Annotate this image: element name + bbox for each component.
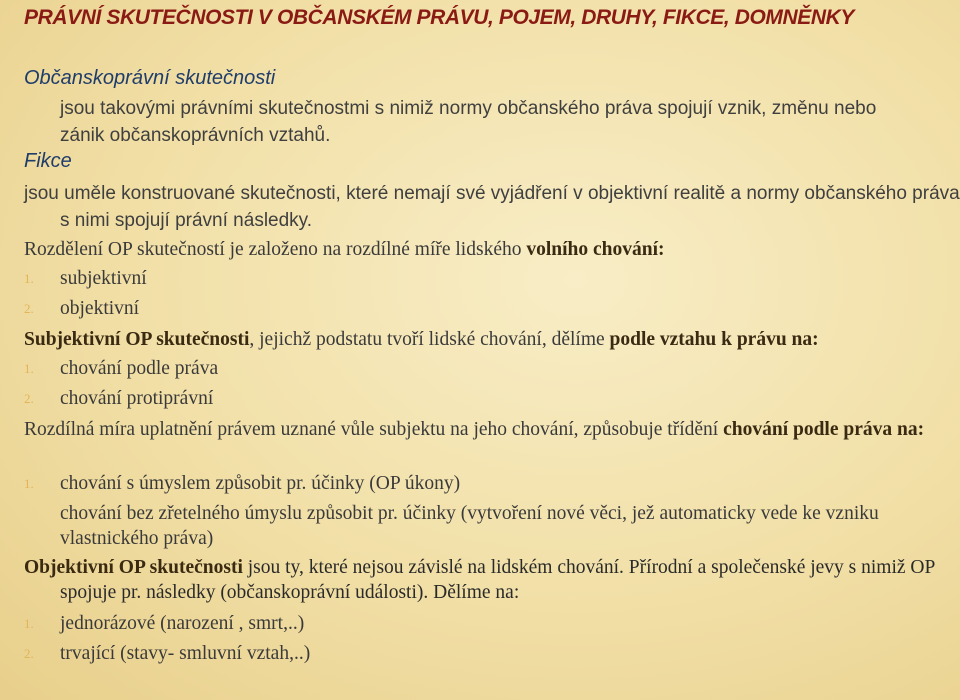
will-paragraph: Rozdílná míra uplatnění právem uznané vůle subjektu na jeho chování, způsobuje třídění chování podle práva na:: [24, 419, 925, 440]
list-item: 1. chování podle práva: [24, 358, 219, 379]
subjective-paragraph: Subjektivní OP skutečnosti, jejichž podstatu tvoří lidské chování, dělíme podle vztahu k právu na:: [24, 329, 819, 350]
list-item: 2. objektivní: [24, 298, 140, 319]
division-paragraph: Rozdělení OP skutečností je založeno na rozdílné míře lidského volního chování:: [24, 239, 665, 260]
list-item: chování bez zřetelného úmyslu způsobit pr. účinky (vytvoření nové věci, jež automaticky vede ke vzniku vlastnického práva): [60, 503, 879, 549]
heading-obcanskopravni-skutecnosti: Občanskoprávní skutečnosti: [24, 67, 276, 89]
list-item: 2. trvající (stavy- smluvní vztah,..): [24, 643, 311, 664]
slide-title: PRÁVNÍ SKUTEČNOSTI V OBČANSKÉM PRÁVU, POJEM, DRUHY, FIKCE, DOMNĚNKY: [24, 6, 855, 29]
list-item: 1. jednorázové (narození , smrt,..): [24, 613, 305, 634]
definition-obcanskopravni: jsou takovými právními skutečnostmi s nimiž normy občanského práva spojují vznik, změnu nebo zánik občanskoprávních vztahů.: [60, 98, 877, 146]
definition-fikce: jsou uměle konstruované skutečnosti, které nemají své vyjádření v objektivní realitě a normy občanského práva s nimi spojují právní následky.: [24, 183, 960, 231]
list-item: 1. chování s úmyslem způsobit pr. účinky (OP úkony): [24, 473, 461, 494]
heading-fikce: Fikce: [24, 150, 72, 172]
list-item: 1. subjektivní: [24, 268, 147, 289]
objective-paragraph: Objektivní OP skutečnosti jsou ty, které nejsou závislé na lidském chování. Přírodní a společenské jevy s nimiž OP spojuje pr. následky (občanskoprávní události). Dělíme na:: [24, 557, 935, 603]
list-item: 2. chování protiprávní: [24, 388, 214, 409]
